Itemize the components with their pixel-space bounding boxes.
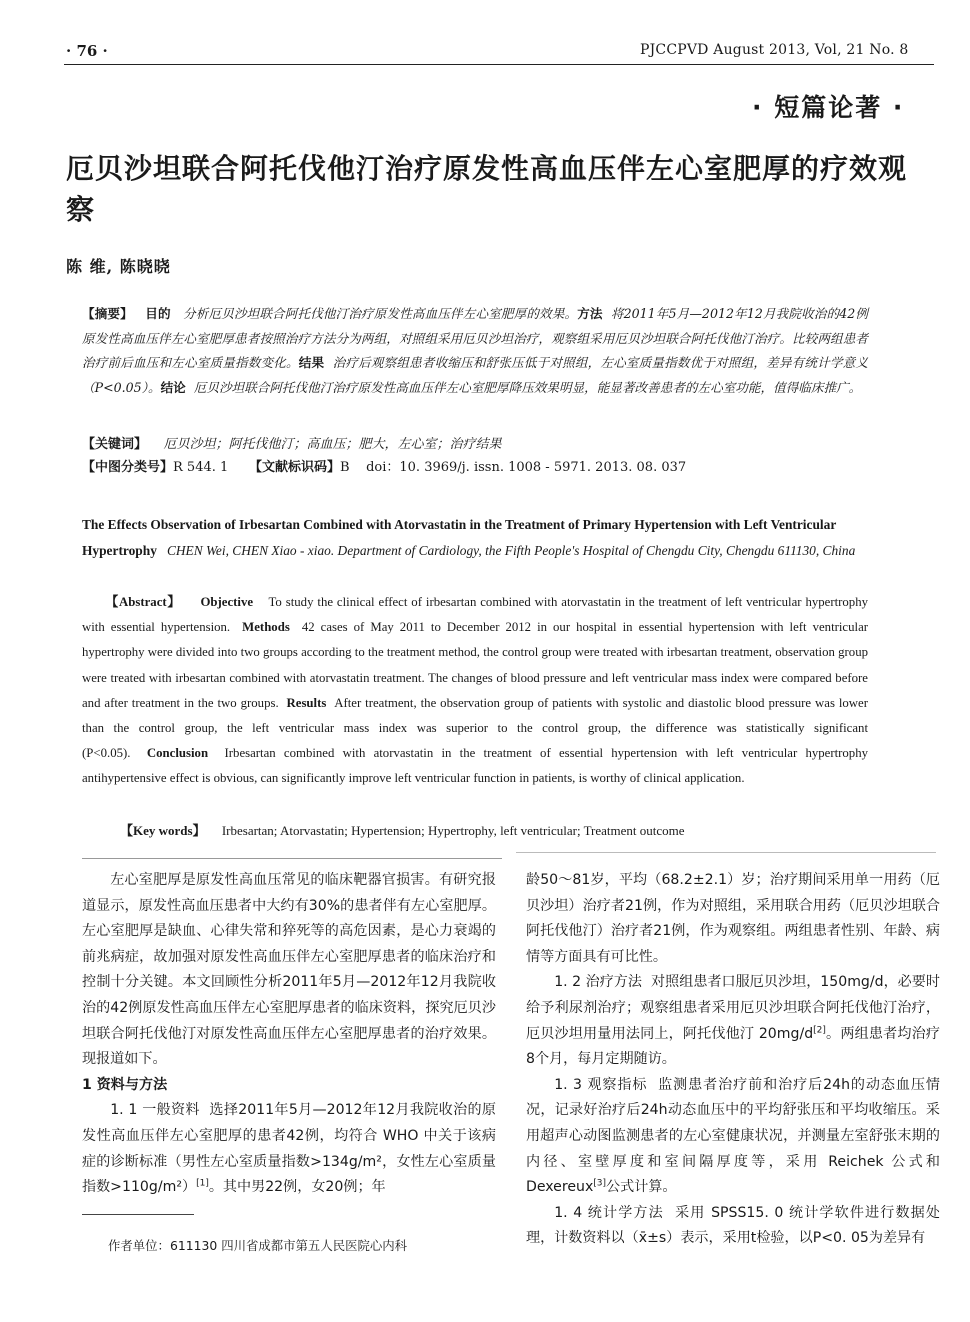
abstract-en-results: After treatment, the observation group of patients with systolic and diastolic blood pressure was lower than the control group, the left ventricular mass index was superior to the control group, the difference was statistically significant (P<0.05). [82, 695, 868, 761]
abstract-en-label: 【Abstract】 [105, 595, 181, 609]
abstract-en-methods: 42 cases of May 2011 to December 2012 in our hospital in essential hypertension with left ventricular hypertrophy were divided into two groups according to the treatment method, the control group were treated with irbesartan treatment, observation group were treated with irbesartan combined with atorvastatin treatment. The changes of blood pressure and left ventricular mass index were compared before and after treatment in the two groups. [82, 620, 869, 710]
keywords-en-text: Irbesartan; Atorvastatin; Hypertension; Hypertrophy, left ventricular; Treatment outcome [221, 823, 685, 838]
subsection-1-3-label: 1. 3 观察指标 [554, 1076, 648, 1093]
abstract-en-conclusion-label: Conclusion [146, 746, 209, 761]
subsection-1-2-label: 1. 2 治疗方法 [554, 974, 643, 991]
abstract-cn-methods-label: 方法 [577, 306, 603, 321]
clc-label: 【中图分类号】 [82, 460, 174, 475]
reference-1: [1] [196, 1178, 209, 1189]
journal-info: PJCCPVD August 2013, Vol, 21 No. 8 [640, 42, 909, 58]
abstract-en-conclusion: Irbesartan combined with atorvastatin in the treatment of essential hypertension with left ventricular hypertrophy antihypertensive effect is obvious, can significantly improve left ventricular function in patients, is worthy of clinical application. [82, 746, 868, 786]
subsection-1-2-text-b: 。两组患者均治疗8个月，每月定期随访。 [526, 1025, 940, 1068]
abstract-en [82, 590, 868, 792]
subsection-1-2 [526, 970, 940, 1072]
footnote-divider [82, 1214, 194, 1215]
subsection-1-1-continued: 龄50～81岁，平均（68.2±2.1）岁；治疗期间采用单一用药（厄贝沙坦）治疗者21例，作为对照组，采用联合用药（厄贝沙坦联合阿托伐他汀）治疗者21例，作为观察组。两组患者性别、年龄、病情等方面具有可比性。 [526, 872, 940, 965]
abstract-en-methods-label: Methods [242, 620, 290, 635]
subsection-1-4-text: 采用 SPSS15. 0 统计学软件进行数据处理，计数资料以（x̄±s）表示，采用t检验，以P<0. 05为差异有 [526, 1204, 940, 1247]
subsection-1-1-text-a: 选择2011年5月—2012年12月我院收治的原发性高血压伴左心室肥厚的患者42例，均符合 WHO 中关于该病症的诊断标准（男性左心室质量指数>134g/m²，女性左心室质量指数>110g/m²） [82, 1102, 496, 1196]
abstract-cn-methods: 将2011年5月—2012年12月我院收治的42例原发性高血压伴左心室肥厚患者按照治疗方法分为两组，对照组采用厄贝沙坦治疗，观察组采用厄贝沙坦联合阿托伐他汀治疗。比较两组患者治疗前后血压和左心室质量指数变化。 [82, 306, 868, 371]
abstract-en-objective-label: Objective [200, 595, 254, 609]
keywords-cn-text: 厄贝沙坦；阿托伐他汀；高血压；肥大，左心室；治疗结果 [163, 437, 502, 452]
article-title-en-block [82, 512, 872, 564]
subsection-1-3 [526, 1073, 940, 1201]
article-title-en: The Effects Observation of Irbesartan Combined with Atorvastatin in the Treatment of Primary Hypertension with Left Ventricular Hypertrophy [82, 517, 837, 558]
article-title-cn: 厄贝沙坦联合阿托伐他汀治疗原发性高血压伴左心室肥厚的疗效观察 [66, 152, 908, 226]
section-tag: · 短篇论著 · [752, 93, 905, 122]
subsection-1-1 [82, 1098, 496, 1200]
abstract-cn-objective: 分析厄贝沙坦联合阿托伐他汀治疗原发性高血压伴左心室肥厚的效果。 [183, 306, 578, 321]
section1-heading: 1 资料与方法 [82, 1076, 168, 1093]
clc-value: R 544. 1 [173, 460, 229, 475]
keywords-cn-label: 【关键词】 [82, 437, 148, 452]
reference-2: [2] [813, 1024, 826, 1035]
reference-3: [3] [593, 1178, 607, 1189]
abstract-cn-conclusion-label: 结论 [160, 379, 186, 395]
abstract-en-objective: To study the clinical effect of irbesartan combined with atorvastatin in the treatment of left ventricular hypertrophy with essential hypertension. [82, 595, 868, 635]
subsection-1-4-label: 1. 4 统计学方法 [554, 1204, 664, 1221]
author-affiliation-footnote: 作者单位：611130 四川省成都市第五人民医院心内科 [108, 1238, 408, 1253]
doc-code-value: B [339, 460, 350, 475]
subsection-1-3-text-a: 监测患者治疗前和治疗后24h的动态血压情况，记录好治疗后24h动态血压中的平均舒张压和平均收缩压。采用超声心动图监测患者的左心室健康状况，并测量左室舒张末期的内径、室壁厚度和室间隔厚度等，采用 Reichek 公式和 Dexereux [526, 1076, 940, 1196]
abstract-cn-label: 【摘要】 [82, 306, 133, 321]
subsection-1-2-text-a: 对照组患者口服厄贝沙坦，150mg/d，必要时给予利尿剂治疗；观察组患者采用厄贝沙坦联合阿托伐他汀治疗，厄贝沙坦用量用法同上，阿托伐他汀 20mg/d [526, 974, 940, 1042]
intro-paragraph: 左心室肥厚是原发性高血压常见的临床靶器官损害。有研究报道显示，原发性高血压患者中大约有30%的患者伴有左心室肥厚。左心室肥厚是缺血、心律失常和猝死等的高危因素，是心力衰竭的前兆病症，故加强对原发性高血压伴左心室肥厚患者的临床治疗和控制十分关键。本文回顾性分析2011年5月—2012年12月我院收治的42例原发性高血压伴左心室肥厚患者的临床资料，探究厄贝沙坦联合阿托伐他汀对原发性高血压伴左心室肥厚患者的治疗效果。现报道如下。 [82, 872, 496, 1068]
classification-line [82, 458, 686, 478]
abstract-cn [82, 302, 868, 400]
abstract-divider-left [82, 858, 502, 859]
subsection-1-3-text-b: 公式计算。 [606, 1179, 677, 1196]
body-column-right [526, 868, 940, 1252]
abstract-divider-right [516, 852, 936, 853]
abstract-cn-conclusion: 厄贝沙坦联合阿托伐他汀治疗原发性高血压伴左心室肥厚降压效果明显，能显著改善患者的左心室功能，值得临床推广。 [193, 379, 862, 395]
abstract-cn-results: 治疗后观察组患者收缩压和舒张压低于对照组，左心室质量指数优于对照组，差异有统计学意义（P<0.05）。 [82, 355, 869, 395]
header-divider [64, 64, 934, 65]
keywords-en-label: 【Key words】 [120, 823, 206, 838]
abstract-en-results-label: Results [286, 695, 327, 710]
subsection-1-1-label: 1. 1 一般资料 [110, 1102, 200, 1119]
page-number: · 76 · [66, 42, 108, 60]
abstract-cn-objective-label: 目的 [145, 306, 171, 321]
doc-code-label: 【文献标识码】 [248, 460, 340, 475]
keywords-en [120, 820, 685, 839]
abstract-cn-results-label: 结果 [298, 355, 325, 371]
subsection-1-4 [526, 1201, 940, 1252]
authors-affiliation-en: CHEN Wei, CHEN Xiao - xiao. Department of Cardiology, the Fifth People's Hospital of Chengdu City, Chengdu 611130, China [166, 543, 856, 558]
doi: doi：10. 3969/j. issn. 1008 - 5971. 2013. 08. 037 [366, 460, 687, 475]
body-column-left [82, 868, 496, 1201]
authors-cn: 陈 维, 陈晓晓 [66, 257, 171, 276]
subsection-1-1-text-b: 。其中男22例，女20例；年 [208, 1179, 386, 1196]
keywords-cn [82, 435, 502, 455]
